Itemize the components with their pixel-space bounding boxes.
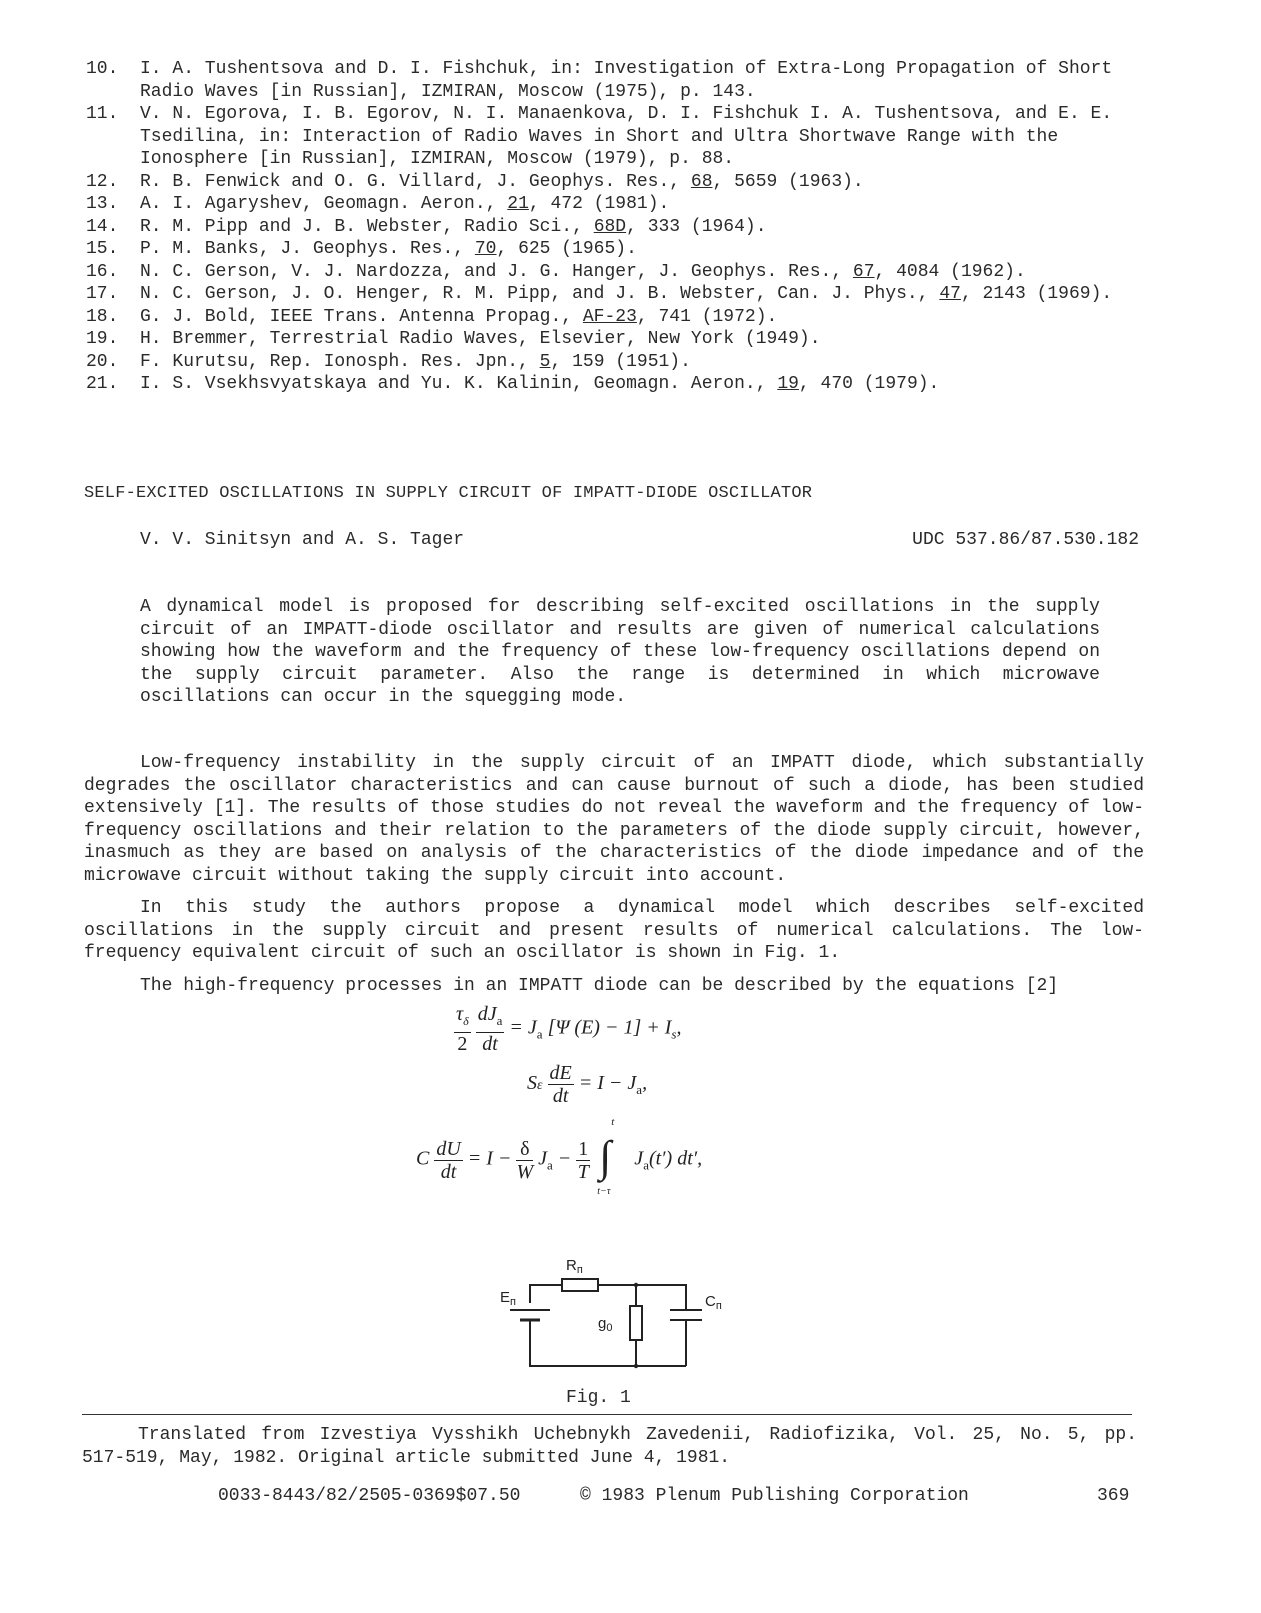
label-en: $E_п$ xyxy=(500,1289,516,1308)
reference-item: 21. I. S. Vsekhsvyatskaya and Yu. K. Kalinin, Geomagn. Aeron., 19, 470 (1979). xyxy=(86,374,940,394)
body-paragraph: Low-frequency instability in the supply circuit of an IMPATT diode, which substantially degrades the oscillator characteristics and can cause burnout of such a diode, has been studied extensively [1]. The results of those studies do not reveal the waveform and the frequency of low-frequency oscillations and their relation to the parameters of the diode supply circuit, however, inasmuch as they are based on analysis of the characteristics of the diode impedance and of the microwave circuit without taking the supply circuit into account. xyxy=(84,753,1144,886)
volume-number: 67 xyxy=(852,261,875,282)
volume-number: 47 xyxy=(939,284,961,304)
reference-item: 15. P. M. Banks, J. Geophys. Res., 70, 625 (1965). xyxy=(86,239,637,259)
fraction: $\frac{\tau_\delta}{2}$ xyxy=(456,1003,469,1055)
reference-item: 10. I. A. Tushentsova and D. I. Fishchuk, in: Investigation of Extra-Long Propagation of Short Radio Waves [in Russian], IZMIRAN, Moscow (1975), p. 143. xyxy=(86,59,1113,102)
volume-number: 21 xyxy=(507,194,529,214)
resistor-rn-symbol xyxy=(562,1279,598,1291)
reference-list xyxy=(86,58,1176,396)
reference-item: 13. A. I. Agaryshev, Geomagn. Aeron., 21, 472 (1981). xyxy=(86,194,670,214)
reference-item: 20. F. Kurutsu, Rep. Ionosph. Res. Jpn., 5, 159 (1951). xyxy=(86,351,691,372)
fraction: $\frac{dJ_a}{dt}$ xyxy=(477,1003,503,1055)
equation-2: Sε $\frac{dE}{dt}$ = $I - J_a$, xyxy=(527,1062,648,1107)
volume-number: 5 xyxy=(539,351,551,372)
translation-note: Translated from Izvestiya Vysshikh Uchebnykh Zavedenii, Radiofizika, Vol. 25, No. 5, pp. 517-519, May, 1982. Original article submitted June 4, 1981. xyxy=(82,1425,1137,1468)
wire xyxy=(530,1285,562,1303)
equation-1: $\frac{\tau_\delta}{2}$ $\frac{dJ_a}{dt}$ = $J_a$ [Ψ $(E) - 1] + I_s$, xyxy=(456,1003,682,1055)
body-paragraph: The high-frequency processes in an IMPATT diode can be described by the equations [2] xyxy=(140,976,1059,996)
conductance-g0-symbol xyxy=(630,1306,642,1340)
fraction: $\frac{\delta}{W}$ xyxy=(516,1137,534,1183)
udc-code: UDC 537.86/87.530.182 xyxy=(912,530,1139,550)
fraction: $\frac{dU}{dt}$ xyxy=(436,1137,461,1183)
volume-number: AF-23 xyxy=(582,306,637,327)
integral-sign: t ∫ t−τ xyxy=(597,1116,615,1197)
equation-3: C $\frac{dU}{dt}$ = I − $\frac{\delta}{W}$ $J_a$ − $\frac{1}{T}$ t ∫ t−τ $J_a(t')$ dt′, xyxy=(416,1116,703,1197)
footnote-divider xyxy=(82,1414,1132,1415)
reference-item: 11. V. N. Egorova, I. B. Egorov, N. I. Manaenkova, D. I. Fishchuk I. A. Tushentsova, and E. E. Tsedilina, in: Interaction of Radio Waves in Short and Ultra Shortwave Range with the Ionosphere [in Russian], IZMIRAN, Moscow (1979), p. 88. xyxy=(86,104,1113,169)
article-authors: V. V. Sinitsyn and A. S. Tager xyxy=(140,530,465,550)
fraction: $\frac{dE}{dt}$ xyxy=(549,1062,572,1107)
label-g0: $g_0$ xyxy=(598,1315,613,1334)
reference-item: 14. R. M. Pipp and J. B. Webster, Radio Sci., 68D, 333 (1964). xyxy=(86,216,767,237)
label-rn: $R_п$ xyxy=(566,1257,583,1276)
reference-item: 12. R. B. Fenwick and O. G. Villard, J. Geophys. Res., 68, 5659 (1963). xyxy=(86,171,864,192)
page-number: 369 xyxy=(1097,1486,1130,1506)
volume-number: 19 xyxy=(777,374,799,394)
body-paragraph: In this study the authors propose a dynamical model which describes self-excited oscillations in the supply circuit and present results of numerical calculations. The low-frequency equivalent circuit of such an oscillator is shown in Fig. 1. xyxy=(84,898,1144,963)
fraction: $\frac{1}{T}$ xyxy=(577,1137,589,1183)
label-cn: $C_п$ xyxy=(705,1293,722,1312)
reference-item: 19. H. Bremmer, Terrestrial Radio Waves, Elsevier, New York (1949). xyxy=(86,329,821,349)
article-code: 0033-8443/82/2505-0369$07.50 xyxy=(218,1486,521,1506)
volume-number: 68D xyxy=(593,216,627,237)
figure-caption: Fig. 1 xyxy=(566,1388,631,1408)
abstract: A dynamical model is proposed for describing self-excited oscillations in the supply circuit of an IMPATT-diode oscillator and results are given of numerical calculations showing how the waveform and the frequency of these low-frequency oscillations depend on the supply circuit parameter. Also the range is determined in which microwave oscillations can occur in the squegging mode. xyxy=(140,597,1100,707)
junction-dot xyxy=(634,1283,638,1287)
reference-item: 16. N. C. Gerson, V. J. Nardozza, and J. G. Hanger, J. Geophys. Res., 67, 4084 (1962). xyxy=(86,261,1026,282)
reference-item: 18. G. J. Bold, IEEE Trans. Antenna Propag., AF-23, 741 (1972). xyxy=(86,306,778,327)
article-title: SELF-EXCITED OSCILLATIONS IN SUPPLY CIRCUIT OF IMPATT-DIODE OSCILLATOR xyxy=(84,484,813,503)
reference-item: 17. N. C. Gerson, J. O. Henger, R. M. Pipp, and J. B. Webster, Can. J. Phys., 47, 2143 (1969). xyxy=(86,284,1113,304)
circuit-diagram xyxy=(500,1248,740,1383)
copyright-notice: © 1983 Plenum Publishing Corporation xyxy=(580,1486,969,1506)
junction-dot xyxy=(634,1364,638,1368)
volume-number: 68 xyxy=(690,171,713,192)
volume-number: 70 xyxy=(474,239,497,259)
